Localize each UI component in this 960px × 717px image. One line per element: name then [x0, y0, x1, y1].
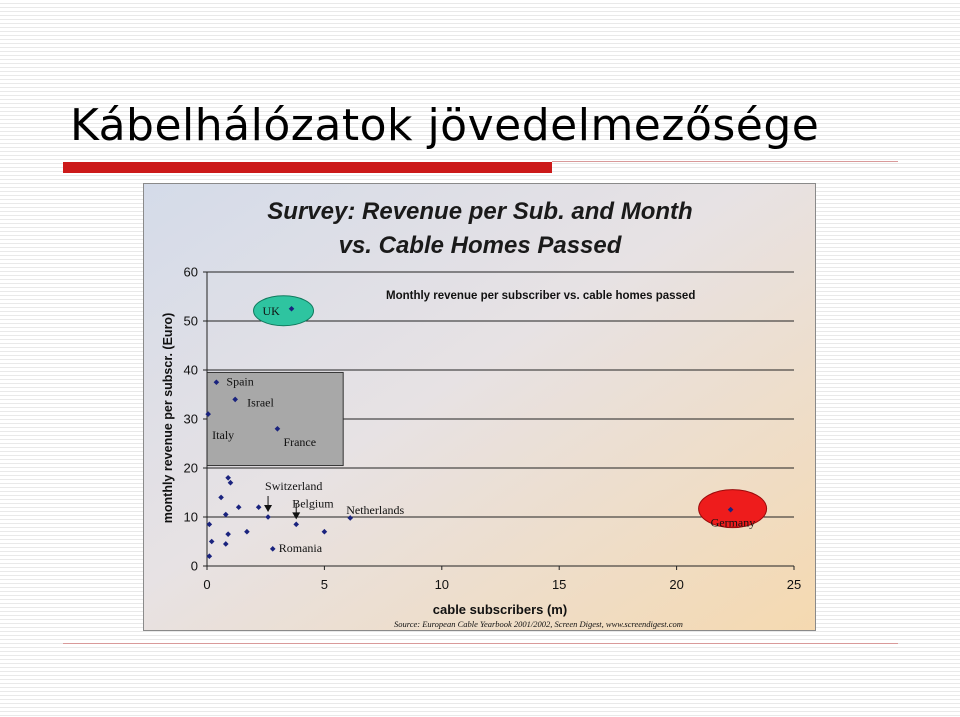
point-label: Switzerland [265, 479, 323, 493]
x-tick-label: 20 [669, 577, 684, 592]
y-axis-label: monthly revenue per subscr. (Euro) [161, 312, 175, 524]
chart-title-line1: Survey: Revenue per Sub. and Month [267, 198, 693, 225]
chart-subtitle: Monthly revenue per subscriber vs. cable homes passed [386, 290, 696, 302]
x-tick-label: 10 [434, 577, 450, 592]
x-tick-label: 25 [786, 577, 802, 592]
x-tick-label: 5 [320, 577, 329, 592]
y-tick-label: 50 [183, 313, 198, 329]
chart-panel [143, 183, 816, 631]
point-label: Germany [710, 515, 756, 530]
y-tick-label: 60 [183, 264, 198, 280]
point-label: Spain [226, 374, 254, 389]
title-accent-bar [63, 162, 552, 173]
chart-title-line2: vs. Cable Homes Passed [338, 232, 622, 259]
point-label: UK [262, 303, 280, 318]
x-axis-label: cable subscribers (m) [432, 602, 568, 617]
point-label: Romania [278, 540, 323, 555]
chart-source: Source: European Cable Yearbook 2001/2002, Screen Digest, www.screendigest.com [394, 619, 683, 629]
point-label: France [283, 434, 317, 449]
y-tick-label: 10 [183, 509, 198, 525]
x-tick-label: 0 [203, 577, 211, 592]
y-tick-label: 20 [183, 460, 198, 476]
point-label: Belgium [292, 496, 334, 511]
point-label: Netherlands [346, 502, 405, 517]
point-label: Italy [212, 428, 235, 443]
y-tick-label: 40 [183, 362, 198, 378]
y-tick-label: 0 [190, 558, 198, 574]
point-label: Israel [247, 395, 274, 410]
footer-divider [63, 643, 898, 644]
y-tick-label: 30 [183, 411, 198, 427]
slide-title: Kábelhálózatok jövedelmezősége [70, 100, 820, 151]
title-divider [552, 161, 898, 162]
scatter-chart [143, 183, 816, 631]
x-tick-label: 15 [551, 577, 567, 592]
